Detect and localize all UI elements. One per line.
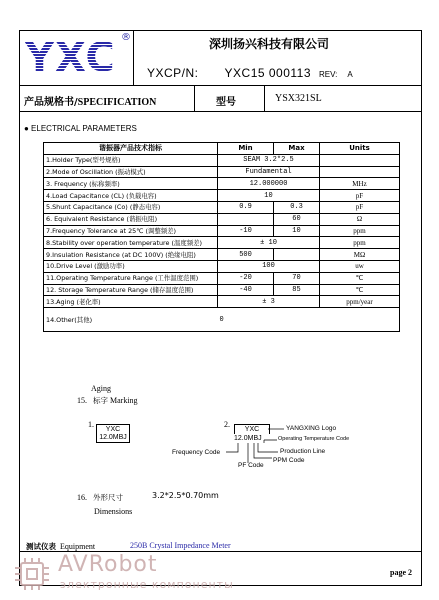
- marking-option-1-number: 1.: [88, 420, 94, 429]
- model-label: 型号: [216, 97, 236, 108]
- param-min: 0.9: [218, 201, 274, 213]
- param-value: ± 10: [218, 237, 320, 249]
- param-name: 10.Drive Level (激励功率): [44, 260, 218, 272]
- param-min: -20: [218, 272, 274, 284]
- chip-icon: [12, 556, 52, 592]
- param-unit: ℃: [320, 272, 400, 284]
- dimensions-value: 3.2*2.5*0.70mm: [152, 491, 219, 500]
- marking-option-2-number: 2.: [224, 420, 230, 429]
- param-name: 6. Equivalent Resistance (谐振电阻): [44, 213, 218, 225]
- specification-label: 产品规格书/SPECIFICATION: [24, 97, 157, 108]
- param-name: 9.Insulation Resistance (at DC 100V) (绝缘电阻): [44, 249, 218, 261]
- marking-number: 15.: [77, 396, 87, 405]
- marking-line-1: YXC: [234, 424, 270, 434]
- param-value: Fundamental: [218, 166, 320, 178]
- marking-line-2: 12.0MBJ: [99, 434, 127, 441]
- param-unit: ppm: [320, 225, 400, 237]
- param-unit: ℃: [320, 284, 400, 296]
- header-parameter: 谐振器产品技术指标: [44, 143, 218, 155]
- marking-label-en: Marking: [110, 396, 138, 405]
- part-number-value: YXC15 000113: [224, 66, 312, 80]
- param-name: 1.Holder Type(型号规格): [44, 154, 218, 166]
- watermark-title: AVRobot: [58, 552, 158, 577]
- param-max: 85: [274, 284, 320, 296]
- page-number: page 2: [390, 568, 412, 577]
- param-value: 12.000000: [218, 178, 320, 190]
- legend-ppm: PPM Code: [273, 457, 305, 464]
- header-min: Min: [218, 143, 274, 155]
- param-unit: MHz: [320, 178, 400, 190]
- registered-mark: ®: [121, 32, 131, 43]
- param-unit: pF: [320, 190, 400, 202]
- param-max: 10: [274, 225, 320, 237]
- param-max: 60: [274, 213, 320, 225]
- param-min: 500: [218, 249, 274, 261]
- param-unit: ppm/year: [320, 296, 400, 308]
- param-unit: MΩ: [320, 249, 400, 261]
- company-name: 深圳扬兴科技有限公司: [209, 37, 330, 51]
- param-unit: Ω: [320, 213, 400, 225]
- rev-label: REV:: [319, 70, 338, 79]
- legend-frequency: Frequency Code: [172, 449, 221, 456]
- param-name: 7.Frequency Tolerance at 25℃ (调整频差): [44, 225, 218, 237]
- param-value: 10: [218, 190, 320, 202]
- marking-line-1: YXC: [105, 426, 121, 433]
- section-title: ● ELECTRICAL PARAMETERS: [24, 124, 137, 133]
- param-unit: ppm: [320, 237, 400, 249]
- param-name: 2.Mode of Oscillation (振动模式): [44, 166, 218, 178]
- aging-label: Aging: [91, 384, 111, 393]
- rev-value: A: [347, 70, 353, 79]
- watermark-subtitle: электронные компоненты: [60, 578, 234, 591]
- header-units: Units: [320, 143, 400, 155]
- dimensions-label-en: Dimensions: [94, 507, 133, 516]
- dimensions-number: 16.: [77, 493, 87, 502]
- legend-op-temp: Operating Temperature Code: [278, 436, 350, 442]
- param-name: 8.Stability over operation temperature (温度频差): [44, 237, 218, 249]
- param-value: ± 3: [218, 296, 320, 308]
- param-name: 11.Operating Temperature Range (工作温度范围): [44, 272, 218, 284]
- param-name: 14.Other(其他): [44, 308, 218, 332]
- marking-line-2: 12.0MBJ: [234, 435, 262, 442]
- model-value: YSX321SL: [275, 93, 322, 104]
- param-name: 3. Frequency (标称频率): [44, 178, 218, 190]
- param-max: 70: [274, 272, 320, 284]
- legend-production: Production Line: [280, 448, 326, 455]
- legend-logo: YANGXING Logo: [286, 425, 337, 432]
- param-value: 100: [218, 260, 320, 272]
- marking-label-cn: 标字: [93, 396, 108, 405]
- equipment-label: 测试仪表 Equipment: [26, 542, 96, 551]
- param-value: 0: [218, 308, 320, 332]
- legend-pf: PF Code: [238, 462, 264, 469]
- dimensions-section: [77, 491, 132, 519]
- param-min: -10: [218, 225, 274, 237]
- param-name: 12. Storage Temperature Range (储存温度范围): [44, 284, 218, 296]
- equipment-value: 250B Crystal Impedance Meter: [130, 541, 231, 550]
- param-max: 0.3: [274, 201, 320, 213]
- dimensions-label-cn: 外形尺寸: [93, 493, 123, 502]
- header-max: Max: [274, 143, 320, 155]
- param-min: -40: [218, 284, 274, 296]
- param-unit: pF: [320, 201, 400, 213]
- param-name: 13.Aging (老化率): [44, 296, 218, 308]
- param-value: SEAM 3.2*2.5: [218, 154, 320, 166]
- param-name: 5.Shunt Capacitance (Co) (静态电容): [44, 201, 218, 213]
- part-number-label: YXCP/N:: [147, 66, 199, 80]
- param-name: 4.Load Capacitance (CL) (负载电容): [44, 190, 218, 202]
- param-unit: uw: [320, 260, 400, 272]
- logo-text: YXC: [25, 35, 116, 81]
